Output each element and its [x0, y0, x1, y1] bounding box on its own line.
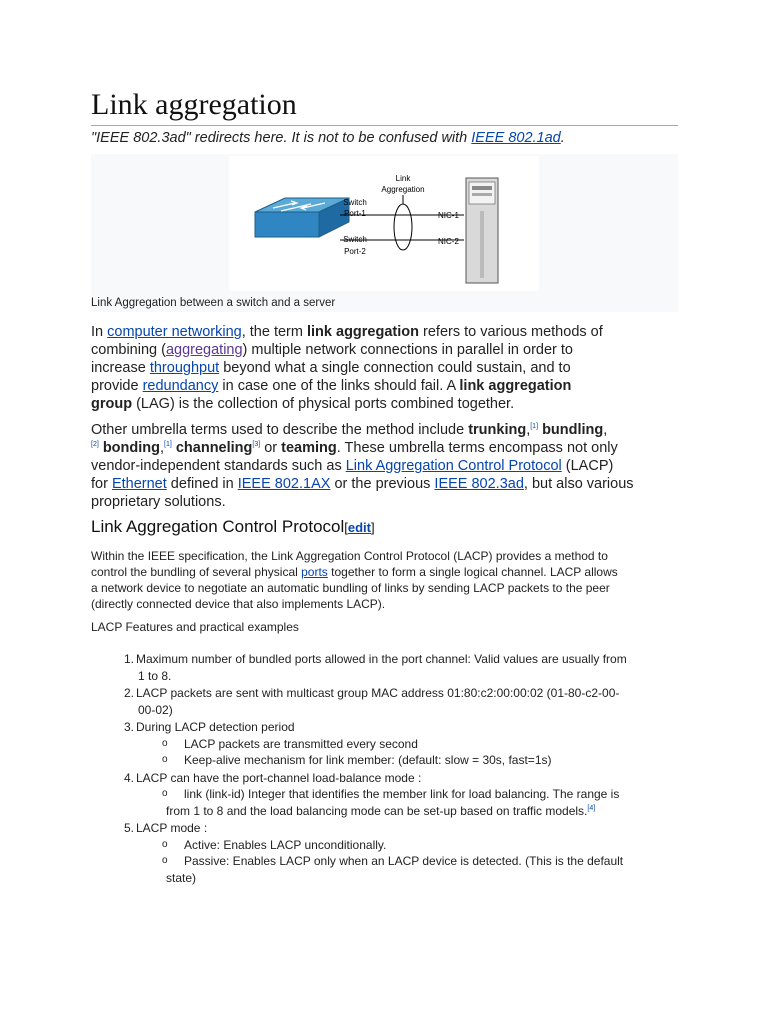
server-drive-slot	[472, 186, 492, 190]
text: together to form a single logical channel. LACP allows	[327, 565, 618, 579]
list-number: 2.	[123, 686, 134, 700]
label-switch-port2-b: Port-2	[344, 247, 366, 256]
link-ieee-8021ax[interactable]: IEEE 802.1AX	[237, 476, 331, 492]
term-link-aggregation-2: link aggregation	[459, 378, 572, 394]
term-bonding: bonding	[102, 440, 160, 456]
text: from 1 to 8 and the load balancing mode can be set-up based on traffic models.	[166, 803, 588, 818]
link-redundancy[interactable]: redundancy	[142, 378, 219, 394]
text: During LACP detection period	[136, 720, 295, 734]
list-number: 1.	[123, 652, 134, 666]
text: LACP can have the port-channel load-balance mode :	[136, 770, 422, 785]
hatnote-text: "IEEE 802.3ad" redirects here. It is not to be confused with	[91, 130, 472, 146]
term-teaming: teaming	[281, 440, 337, 456]
bullet-icon: o	[162, 788, 168, 799]
text: (directly connected device that also implements LACP).	[91, 597, 386, 611]
section-heading-lacp	[91, 517, 375, 537]
term-channeling: channeling	[175, 440, 253, 456]
link-aggregation-diagram	[229, 156, 539, 291]
list-number: 4.	[123, 770, 134, 785]
label-switch-port2-a: Switch	[343, 235, 367, 244]
term-group: group	[91, 396, 133, 412]
edit-link[interactable]: edit	[347, 520, 372, 535]
text: combining (	[91, 342, 166, 358]
link-ethernet[interactable]: Ethernet	[111, 476, 167, 492]
text: ,	[603, 422, 608, 438]
title-divider	[91, 125, 678, 126]
features-intro: LACP Features and practical examples	[91, 620, 299, 634]
text: , but also various	[523, 476, 634, 492]
text: refers to various methods of	[419, 324, 603, 340]
sub-list-item	[136, 736, 686, 753]
list-item	[116, 685, 686, 718]
section-heading-text: Link Aggregation Control Protocol	[91, 517, 345, 536]
text: a network device to negotiate an automatic bundling of links by sending LACP packets to the peer	[91, 581, 610, 595]
bullet-icon: o	[162, 737, 168, 749]
text: beyond what a single connection could sustain, and to	[219, 360, 571, 376]
text: LACP packets are transmitted every second	[184, 736, 418, 751]
text: in case one of the links should fail. A	[218, 378, 460, 394]
sub-list-item	[136, 853, 686, 886]
list-item	[116, 651, 686, 684]
text: vendor-independent standards such as	[91, 458, 346, 474]
list-item	[116, 820, 686, 886]
bullet-icon: o	[162, 838, 168, 850]
text: increase	[91, 360, 150, 376]
text: In	[91, 324, 108, 340]
label-nic1: NIC-1	[438, 211, 459, 220]
text: proprietary solutions.	[91, 494, 226, 510]
link-ports[interactable]: ports	[301, 565, 328, 579]
text: control the bundling of several physical	[91, 565, 302, 579]
edit-bracket: [	[344, 520, 348, 535]
label-link: Link	[395, 174, 411, 183]
lacp-paragraph	[91, 548, 618, 612]
bullet-icon: o	[162, 855, 168, 866]
bullet-icon: o	[162, 754, 168, 765]
text: LACP packets are sent with multicast group MAC address 01:80:c2:00:00:02 (01-80-c2-00-	[136, 686, 620, 700]
citation-4[interactable]: [3]	[252, 441, 261, 449]
page-title: Link aggregation	[91, 88, 297, 121]
label-aggregation: Aggregation	[381, 185, 425, 194]
list-item	[116, 719, 686, 769]
term-trunking: trunking	[468, 422, 527, 438]
edit-section	[344, 520, 374, 535]
text: defined in	[166, 476, 238, 492]
text: or	[260, 440, 282, 456]
text: Within the IEEE specification, the Link Aggregation Control Protocol (LACP) provides a method to	[91, 549, 608, 563]
link-throughput[interactable]: throughput	[149, 360, 220, 376]
text: for	[91, 476, 112, 492]
edit-bracket: ]	[371, 520, 375, 535]
sub-list-item	[136, 837, 686, 854]
sub-list-item	[136, 752, 686, 769]
sub-list-item	[136, 786, 686, 819]
text: (LACP)	[561, 458, 614, 474]
features-list	[116, 651, 686, 887]
link-computer-networking[interactable]: computer networking	[107, 324, 242, 340]
figure-caption: Link Aggregation between a switch and a server	[91, 297, 336, 309]
text: . These umbrella terms encompass not only	[336, 440, 618, 456]
hatnote-link-ieee-8021ad[interactable]: IEEE 802.1ad	[471, 130, 561, 146]
switch-front-face	[255, 212, 319, 237]
text: Maximum number of bundled ports allowed in the port channel: Valid values are usually from	[136, 652, 627, 666]
citation-3[interactable]: [1]	[164, 441, 172, 449]
text: or the previous	[330, 476, 435, 492]
list-number: 5.	[123, 821, 134, 835]
hatnote-suffix: .	[560, 130, 565, 146]
text: ) multiple network connections in parallel in order to	[242, 342, 573, 358]
text: Keep-alive mechanism for link member: (default: slow = 30s, fast=1s)	[184, 753, 552, 767]
text: (LAG) is the collection of physical ports combined together.	[132, 396, 515, 412]
text: Other umbrella terms used to describe the method include	[91, 422, 469, 438]
hatnote	[91, 130, 565, 146]
link-ieee-8023ad[interactable]: IEEE 802.3ad	[434, 476, 524, 492]
server-drive-slot-2	[472, 193, 492, 196]
link-aggregating[interactable]: aggregating	[165, 342, 243, 358]
link-lacp[interactable]: Link Aggregation Control Protocol	[345, 458, 562, 474]
text: LACP mode :	[136, 821, 208, 835]
text: state)	[166, 870, 197, 885]
text: provide	[91, 378, 143, 394]
text: 00-02)	[138, 702, 173, 717]
list-number: 3.	[123, 720, 134, 734]
label-switch-port1-b: Port-1	[344, 209, 366, 218]
label-nic2: NIC-2	[438, 237, 459, 246]
text: , the term	[241, 324, 307, 340]
aggregation-ellipse	[394, 204, 412, 250]
umbrella-paragraph: Other umbrella terms used to describe the method include trunking,[1] bundling, [2] bonding,[1] channeling[3] or teaming. These umbrella terms encompass not only vendor-independent standards such as Link Aggregation Control Protocol (LACP) for Ethernet defined in IEEE 802.1AX or the previous IEEE 802.3ad, but also various proprietary solutions.	[91, 422, 634, 510]
text: Passive: Enables LACP only when an LACP device is detected. (This is the default	[184, 854, 624, 868]
term-link-aggregation: link aggregation	[307, 324, 419, 340]
term-bundling: bundling	[542, 422, 604, 438]
intro-paragraph	[91, 323, 671, 413]
label-switch-port1-a: Switch	[343, 198, 367, 207]
text: 1 to 8.	[138, 668, 172, 683]
text: link (link-id) Integer that identifies the member link for load balancing. The range is	[184, 787, 620, 801]
text: Active: Enables LACP unconditionally.	[184, 837, 387, 852]
citation-2[interactable]: [2]	[91, 441, 99, 449]
list-item	[116, 770, 686, 820]
citation-1[interactable]: [1]	[530, 423, 539, 431]
citation-5[interactable]: [4]	[587, 804, 596, 812]
diagram-svg	[229, 156, 539, 291]
